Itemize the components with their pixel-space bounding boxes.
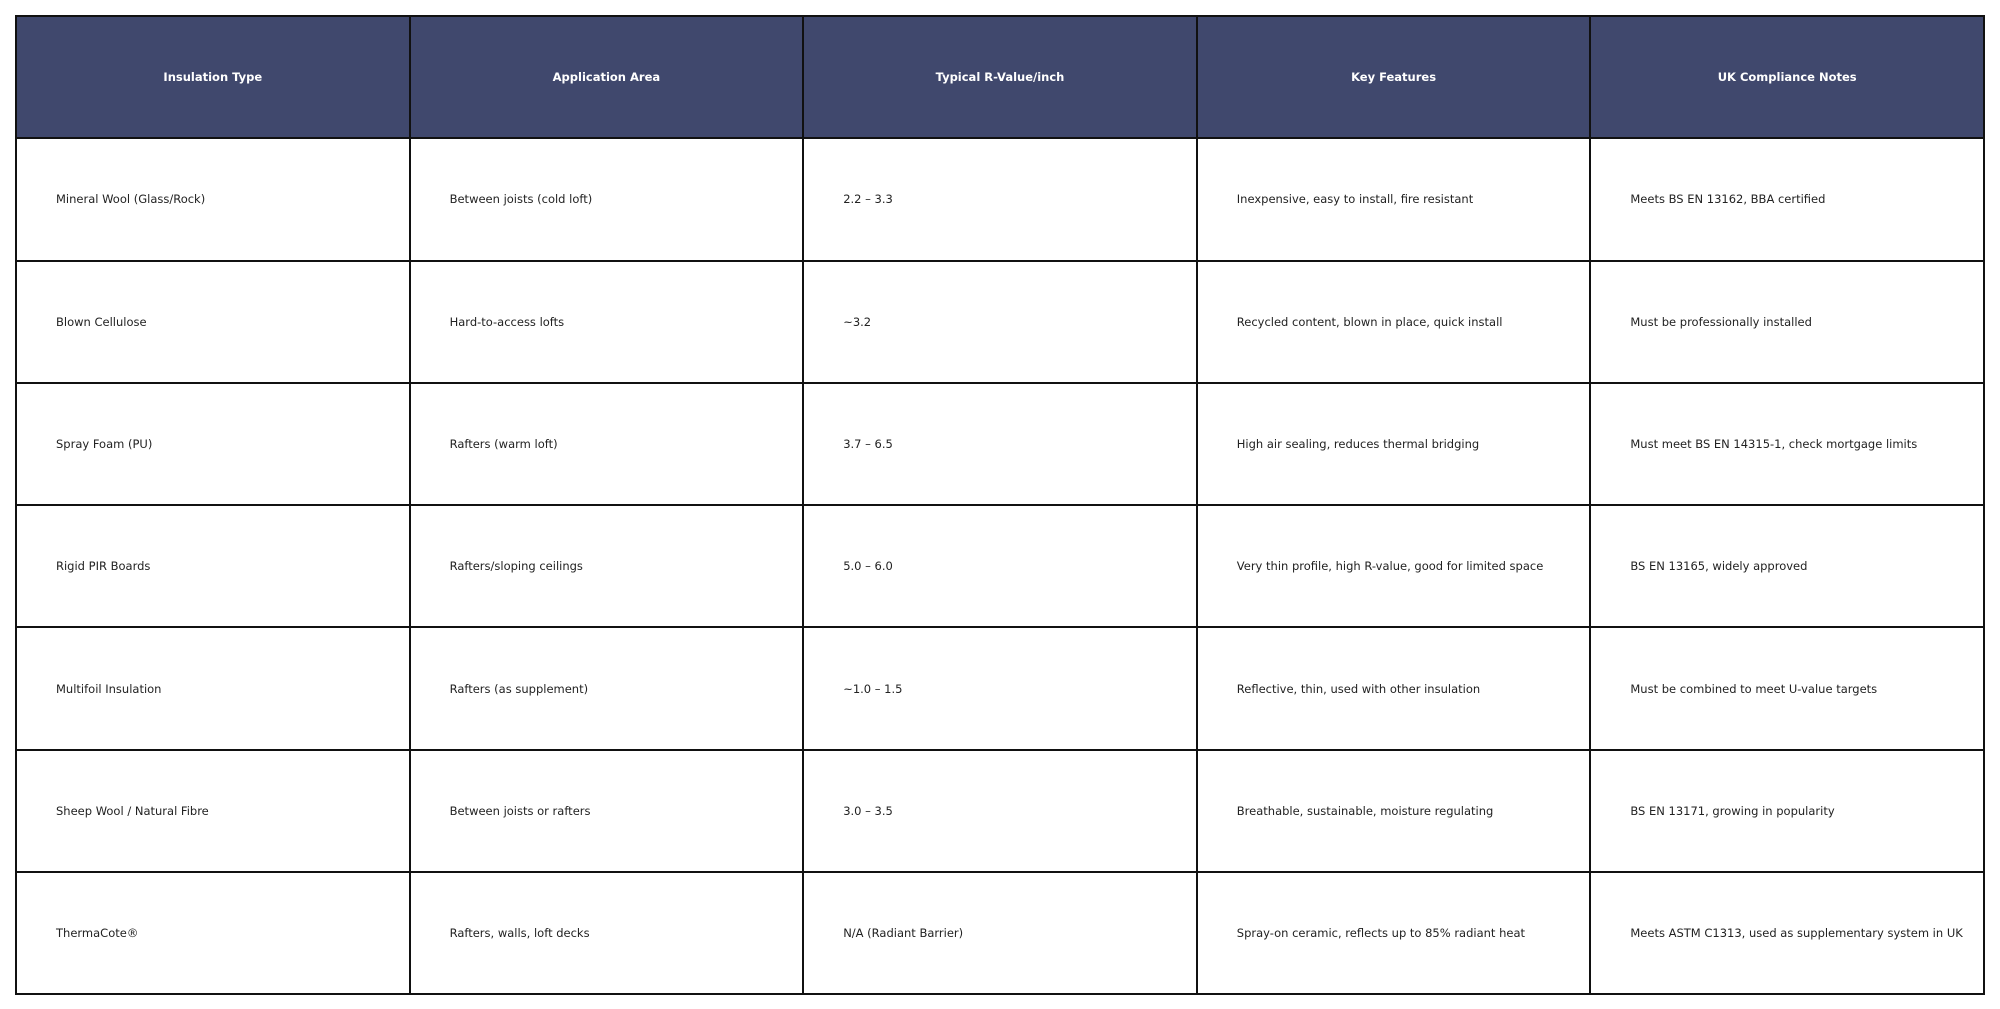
table-cell: Spray-on ceramic, reflects up to 85% radiant heat xyxy=(1197,872,1591,994)
table-body xyxy=(16,138,1984,994)
insulation-table-container xyxy=(15,15,1985,995)
table-cell: Rafters (warm loft) xyxy=(410,383,804,505)
table-cell: Rafters (as supplement) xyxy=(410,627,804,749)
table-cell: Breathable, sustainable, moisture regulating xyxy=(1197,750,1591,872)
table-cell: Must meet BS EN 14315-1, check mortgage limits xyxy=(1590,383,1984,505)
table-cell: Very thin profile, high R-value, good for limited space xyxy=(1197,505,1591,627)
table-row xyxy=(16,872,1984,994)
table-cell: N/A (Radiant Barrier) xyxy=(803,872,1197,994)
table-cell: Between joists (cold loft) xyxy=(410,138,804,260)
table-row xyxy=(16,138,1984,260)
insulation-comparison-table xyxy=(15,15,1985,995)
column-header-insulation-type: Insulation Type xyxy=(16,16,410,138)
table-cell: Inexpensive, easy to install, fire resistant xyxy=(1197,138,1591,260)
table-cell: 3.7 – 6.5 xyxy=(803,383,1197,505)
table-cell: Mineral Wool (Glass/Rock) xyxy=(16,138,410,260)
table-cell: Spray Foam (PU) xyxy=(16,383,410,505)
table-cell: 5.0 – 6.0 xyxy=(803,505,1197,627)
table-cell: High air sealing, reduces thermal bridging xyxy=(1197,383,1591,505)
table-cell: ThermaCote® xyxy=(16,872,410,994)
table-cell: Must be combined to meet U-value targets xyxy=(1590,627,1984,749)
table-cell: Meets BS EN 13162, BBA certified xyxy=(1590,138,1984,260)
table-cell: Sheep Wool / Natural Fibre xyxy=(16,750,410,872)
table-row xyxy=(16,261,1984,383)
table-cell: Must be professionally installed xyxy=(1590,261,1984,383)
table-cell: 3.0 – 3.5 xyxy=(803,750,1197,872)
table-header xyxy=(16,16,1984,138)
table-cell: Rafters/sloping ceilings xyxy=(410,505,804,627)
table-cell: Blown Cellulose xyxy=(16,261,410,383)
table-row xyxy=(16,505,1984,627)
table-cell: ~3.2 xyxy=(803,261,1197,383)
column-header-uk-compliance: UK Compliance Notes xyxy=(1590,16,1984,138)
table-cell: Meets ASTM C1313, used as supplementary system in UK xyxy=(1590,872,1984,994)
table-cell: Rigid PIR Boards xyxy=(16,505,410,627)
table-row xyxy=(16,750,1984,872)
table-cell: Recycled content, blown in place, quick install xyxy=(1197,261,1591,383)
table-cell: 2.2 – 3.3 xyxy=(803,138,1197,260)
header-row xyxy=(16,16,1984,138)
table-cell: Reflective, thin, used with other insulation xyxy=(1197,627,1591,749)
table-cell: BS EN 13165, widely approved xyxy=(1590,505,1984,627)
column-header-r-value: Typical R-Value/inch xyxy=(803,16,1197,138)
table-cell: BS EN 13171, growing in popularity xyxy=(1590,750,1984,872)
table-cell: Multifoil Insulation xyxy=(16,627,410,749)
table-row xyxy=(16,383,1984,505)
table-cell: Rafters, walls, loft decks xyxy=(410,872,804,994)
table-row xyxy=(16,627,1984,749)
column-header-key-features: Key Features xyxy=(1197,16,1591,138)
column-header-application-area: Application Area xyxy=(410,16,804,138)
table-cell: Hard-to-access lofts xyxy=(410,261,804,383)
table-cell: Between joists or rafters xyxy=(410,750,804,872)
table-cell: ~1.0 – 1.5 xyxy=(803,627,1197,749)
